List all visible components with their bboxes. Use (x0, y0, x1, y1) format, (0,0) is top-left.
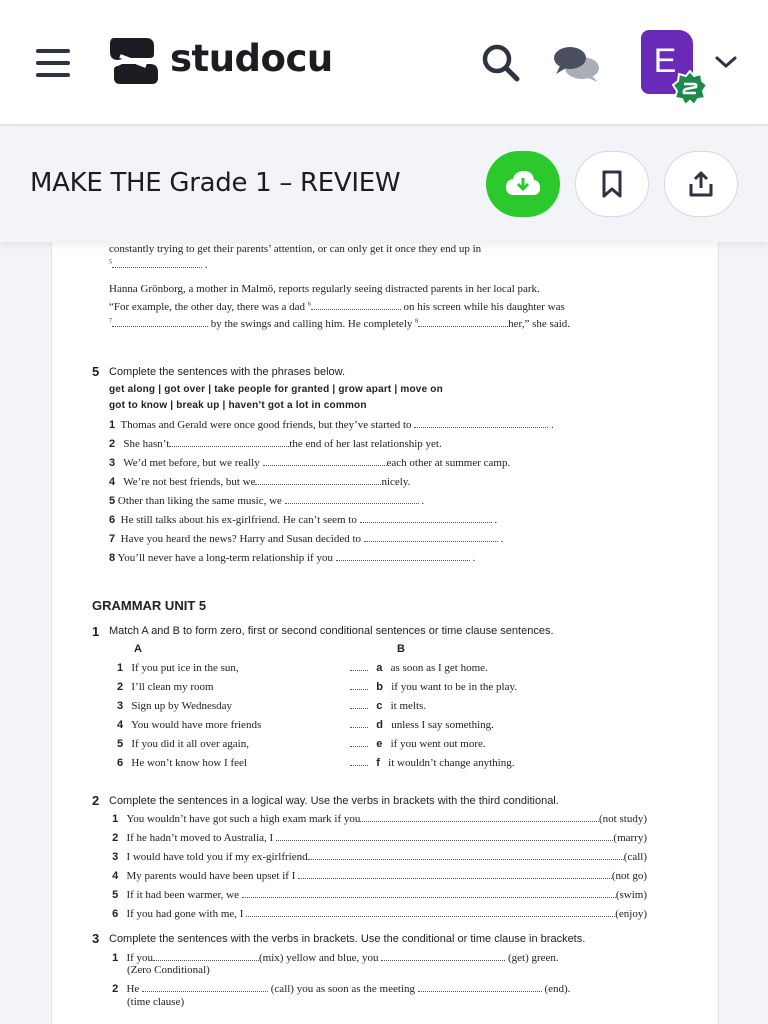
menu-icon[interactable] (36, 49, 70, 77)
list-item: 8 You’ll never have a long-term relationship if you . (109, 552, 476, 564)
list-item-note: (Zero Conditional) (127, 964, 210, 976)
logo-text: studocu (170, 36, 333, 80)
list-item: 2 If he hadn’t moved to Australia, I (marry) (112, 832, 647, 844)
list-item: 1 If you (mix) yellow and blue, you (get) green. (112, 952, 559, 964)
column-header-b: B (397, 643, 405, 655)
share-icon (687, 170, 715, 198)
document-title: MAKE THE Grade 1 – REVIEW (30, 168, 401, 198)
list-item-note: (time clause) (127, 996, 185, 1008)
list-item: 3 We’d met before, but we really each other at summer camp. (109, 457, 511, 469)
match-row: 2 I’ll clean my room (117, 681, 214, 693)
cloud-download-icon (504, 169, 542, 199)
studocu-logo-icon (106, 36, 162, 86)
share-button[interactable] (664, 151, 738, 217)
list-item: 1 Thomas and Gerald were once good friends, but they’ve started to . (109, 419, 554, 431)
document-header (0, 128, 768, 242)
match-row: 4 You would have more friends (117, 719, 262, 731)
match-row-answer: c it melts. (350, 700, 426, 712)
match-row-answer: b if you want to be in the play. (350, 681, 517, 693)
list-item: 5 Other than liking the same music, we . (109, 495, 425, 507)
match-row: 1 If you put ice in the sun, (117, 662, 239, 674)
match-row-answer: e if you went out more. (350, 738, 486, 750)
bookmark-button[interactable] (575, 151, 649, 217)
phrase-box-line: got to know | break up | haven’t got a lot in common (109, 400, 367, 411)
search-icon[interactable] (480, 42, 522, 89)
exercise-number: 3 (92, 931, 100, 946)
text-line: “For example, the other day, there was a dad $^6$ on his screen while his daughter was (109, 301, 565, 313)
exercise-number: 5 (92, 364, 100, 379)
list-item: 2 He (call) you as soon as the meeting (end). (112, 983, 571, 995)
list-item: 7 Have you heard the news? Harry and Susan decided to . (109, 533, 504, 545)
exercise-instruction: Complete the sentences in a logical way. Use the verbs in brackets with the third conditional. (109, 795, 559, 807)
text-line: $^5$ . (109, 259, 208, 271)
list-item: 3 I would have told you if my ex-girlfriend (call) (112, 851, 647, 863)
exercise-instruction: Match A and B to form zero, first or second conditional sentences or time clause sentences. (109, 625, 554, 637)
list-item: 5 If it had been warmer, we (swim) (112, 889, 647, 901)
exercise-instruction: Complete the sentences with the verbs in brackets. Use the conditional or time clause in brackets. (109, 933, 586, 945)
column-header-a: A (134, 643, 142, 655)
match-row: 6 He won’t know how I feel (117, 757, 247, 769)
match-row-answer: d unless I say something. (350, 719, 494, 731)
match-row: 5 If you did it all over again, (117, 738, 249, 750)
chevron-down-icon[interactable] (714, 54, 738, 75)
list-item: 6 If you had gone with me, I (enjoy) (112, 908, 647, 920)
list-item: 4 We’re not best friends, but we nicely. (109, 476, 411, 488)
list-item: 4 My parents would have been upset if I (not go) (112, 870, 647, 882)
exercise-number: 2 (92, 793, 100, 808)
avatar-letter: E (653, 42, 677, 80)
exercise-instruction: Complete the sentences with the phrases below. (109, 366, 346, 378)
phrase-box-line: get along | got over | take people for granted | grow apart | move on (109, 384, 443, 395)
bookmark-icon (601, 170, 623, 198)
text-line: $^7$ by the swings and calling him. He completely $^8$ her,” she said. (109, 318, 571, 330)
match-row-answer: f it wouldn’t change anything. (350, 757, 514, 769)
chat-icon[interactable] (552, 44, 602, 89)
top-navigation-bar (0, 0, 768, 126)
download-button[interactable] (486, 151, 560, 217)
studocu-logo[interactable] (106, 36, 333, 86)
document-page (51, 242, 719, 1024)
premium-badge-icon (672, 70, 708, 111)
list-item: 2 She hasn’t the end of her last relationship yet. (109, 438, 442, 450)
text-line: constantly trying to get their parents’ attention, or can only get it once they end up in (109, 243, 482, 255)
list-item: 1 You wouldn’t have got such a high exam mark if you (not study) (112, 813, 647, 825)
match-row-answer: a as soon as I get home. (350, 662, 488, 674)
exercise-number: 1 (92, 624, 100, 639)
text-line: Hanna Grönborg, a mother in Malmö, reports regularly seeing distracted parents in her local park. (109, 283, 540, 295)
match-row: 3 Sign up by Wednesday (117, 700, 233, 712)
list-item: 6 He still talks about his ex-girlfriend. He can’t seem to . (109, 514, 498, 526)
section-heading: GRAMMAR UNIT 5 (92, 598, 207, 613)
